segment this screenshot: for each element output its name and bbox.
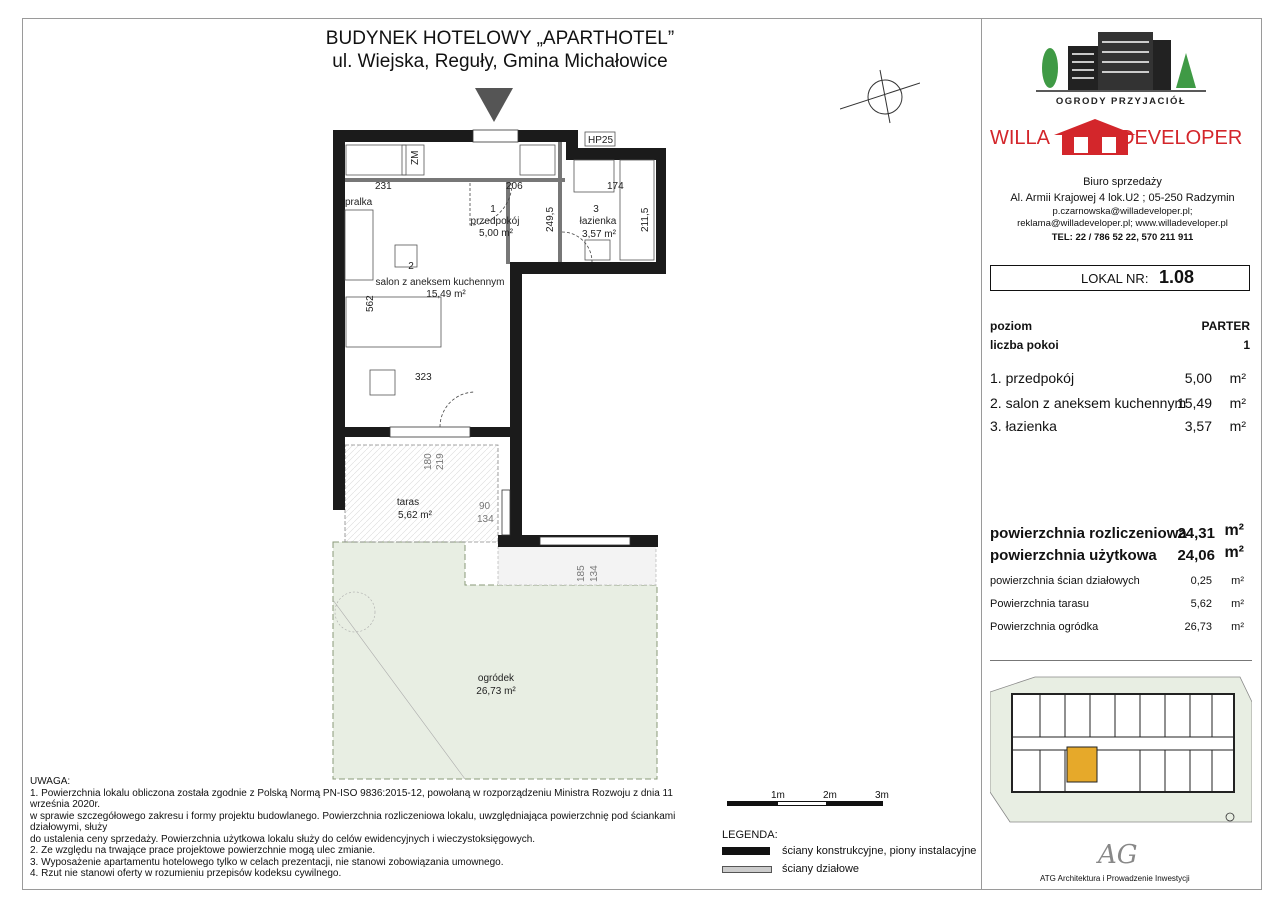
- info-value: 1: [1243, 338, 1250, 352]
- dim-134-a: 134: [477, 514, 494, 525]
- notes: [30, 776, 700, 880]
- willa-developer-logo: [990, 115, 1243, 160]
- label-pralka: pralka: [345, 197, 373, 208]
- extra-row: [990, 621, 1250, 633]
- svg-text:OGRODY PRZYJACIÓŁ: OGRODY PRZYJACIÓŁ: [1055, 96, 1187, 106]
- scale-2m: 2m: [823, 790, 837, 801]
- sales-heading: Biuro sprzedaży: [1083, 176, 1162, 188]
- info-key: poziom: [990, 319, 1032, 333]
- floor-plan: [300, 80, 680, 800]
- scale-1m: 1m: [771, 790, 785, 801]
- dim-562: 562: [365, 295, 376, 312]
- ogrodek-name: ogródek: [477, 673, 515, 684]
- dim-206: 206: [506, 181, 523, 192]
- room-name: 1. przedpokój: [990, 370, 1075, 386]
- total-unit: m²: [1224, 544, 1244, 561]
- separator: [990, 660, 1252, 661]
- partition-walls: [345, 142, 565, 264]
- label-hp25: HP25: [588, 135, 614, 146]
- room-row: [990, 395, 1250, 411]
- taras-name: taras: [396, 497, 420, 508]
- label-zm: ZM: [410, 150, 421, 165]
- sales-phone: TEL: 22 / 786 52 22, 570 211 911: [1051, 232, 1194, 243]
- key-plan: [990, 672, 1252, 832]
- note-line: 2. Ze względu na trwające prace projektowe powierzchnie mogą ulec zmianie.: [30, 845, 376, 856]
- room-area: 3,57: [1184, 418, 1212, 434]
- extra-unit: m²: [1231, 575, 1244, 587]
- room-unit: m²: [1229, 395, 1246, 411]
- dim-134-b: 134: [589, 565, 600, 582]
- note-line: do ustalenia ceny sprzedaży. Powierzchnia użytkowa lokalu służy do celów ewidencyjnych i wieczystoksięgowych.: [30, 833, 536, 845]
- room-area: 5,00: [1184, 370, 1212, 386]
- total-row: [990, 544, 1250, 564]
- sales-email-1: p.czarnowska@willadeveloper.pl;: [1052, 206, 1193, 217]
- room-name: 2. salon z aneksem kuchennym: [990, 395, 1187, 411]
- entrance-arrow: [475, 88, 513, 122]
- lokal-label: LOKAL NR:: [1081, 271, 1149, 286]
- info-row: [990, 338, 1250, 352]
- architect-logo: [1040, 840, 1210, 885]
- dim-231: 231: [375, 181, 392, 192]
- room-unit: m²: [1229, 370, 1246, 386]
- note-line: 3. Wyposażenie apartamentu hotelowego tylko w celach prezentacji, nie stanowi zobowiązania umownego.: [30, 856, 504, 868]
- structural-wall-swatch: [722, 847, 770, 855]
- extra-name: Powierzchnia tarasu: [990, 598, 1090, 610]
- scale-bar: [727, 790, 889, 807]
- scale-3m: 3m: [875, 790, 889, 801]
- legend-heading: LEGENDA:: [722, 829, 778, 841]
- total-name: powierzchnia użytkowa: [990, 547, 1157, 564]
- terrace-area: [345, 445, 498, 542]
- room-3-number: 3: [593, 204, 599, 215]
- extra-row: [990, 598, 1250, 610]
- north-arrow-icon: [840, 65, 920, 125]
- extra-area: 0,25: [1190, 575, 1212, 587]
- room-2-area: 15,49 m²: [426, 289, 466, 300]
- total-area: 24,31: [1177, 525, 1215, 542]
- info-value: PARTER: [1201, 319, 1250, 333]
- room-1-area: 5,00 m²: [479, 228, 513, 239]
- extra-row: [990, 575, 1250, 587]
- room-row: [990, 418, 1250, 434]
- room-1-name: przedpokój: [470, 216, 520, 227]
- dim-323: 323: [415, 372, 432, 383]
- architect-name: ATG Architektura i Prowadzenie Inwestycji: [1040, 874, 1190, 883]
- room-unit: m²: [1229, 418, 1246, 434]
- dim-249-5: 249,5: [545, 206, 556, 232]
- taras-area: 5,62 m²: [398, 510, 432, 521]
- room-2-number: 2: [408, 261, 414, 272]
- logo-willa: WILLA: [990, 127, 1051, 149]
- total-unit: m²: [1224, 522, 1244, 539]
- ogrodek-area: 26,73 m²: [476, 686, 516, 697]
- building-address: ul. Wiejska, Reguły, Gmina Michałowice: [332, 51, 668, 72]
- building-title: BUDYNEK HOTELOWY „APARTHOTEL”: [325, 28, 675, 49]
- dim-185: 185: [576, 565, 587, 582]
- room-row: [990, 370, 1250, 386]
- total-name: powierzchnia rozliczeniowa: [990, 525, 1187, 542]
- extra-name: powierzchnia ścian działowych: [990, 575, 1140, 587]
- dim-219: 219: [435, 453, 446, 470]
- note-line: 4. Rzut nie stanowi oferty w rozumieniu przepisów kodeksu cywilnego.: [30, 868, 342, 879]
- info-key: liczba pokoi: [990, 338, 1059, 352]
- room-3-area: 3,57 m²: [582, 229, 616, 240]
- dim-180: 180: [423, 453, 434, 470]
- legend-item-1: ściany konstrukcyjne, piony instalacyjne: [782, 845, 977, 857]
- partition-wall-swatch: [722, 866, 772, 873]
- info-row: [990, 319, 1250, 333]
- architect-mark: AG: [1098, 840, 1138, 870]
- extra-area: 26,73: [1184, 621, 1212, 633]
- lokal-number: 1.08: [1159, 267, 1195, 287]
- legend-item-2: ściany działowe: [782, 863, 860, 875]
- highlighted-unit: [1067, 747, 1097, 782]
- notes-heading: UWAGA:: [30, 776, 71, 787]
- note-line: 1. Powierzchnia lokalu obliczona została zgodnie z Polską Normą PN-ISO 9836:2015-12, powołaną w rozporządzeniu Ministra Rozwoju z dnia 11 września 2020r.: [30, 787, 673, 810]
- total-row: [990, 522, 1250, 542]
- dim-174: 174: [607, 181, 624, 192]
- extra-name: Powierzchnia ogródka: [990, 621, 1099, 633]
- extra-unit: m²: [1231, 621, 1244, 633]
- room-area: 15,49: [1176, 395, 1212, 411]
- extra-unit: m²: [1231, 598, 1244, 610]
- extra-area: 5,62: [1190, 598, 1212, 610]
- room-name: 3. łazienka: [990, 418, 1057, 434]
- sales-address: Al. Armii Krajowej 4 lok.U2 ; 05-250 Radzymin: [1010, 192, 1235, 204]
- room-2-name: salon z aneksem kuchennym: [375, 277, 505, 288]
- dim-211-5: 211,5: [640, 207, 651, 232]
- panel-divider: [981, 18, 982, 890]
- room-1-number: 1: [490, 204, 496, 215]
- total-area: 24,06: [1177, 547, 1215, 564]
- dim-90: 90: [479, 501, 491, 512]
- legend: [722, 829, 977, 875]
- ogrody-przyjaciol-logo: [1036, 28, 1206, 106]
- logo-developer: DEVELOPER: [1120, 127, 1243, 149]
- room-3-name: łazienka: [579, 216, 617, 227]
- lokal-box: [990, 265, 1250, 291]
- note-line: w sprawie szczegółowego zakresu i formy projektu budowlanego. Powierzchnia rozliczeniowa lokalu, uwzględniająca powierzchnię pod ściankami działowymi, służy: [30, 810, 676, 833]
- sales-email-2: reklama@willadeveloper.pl; www.willadeveloper.pl: [1017, 218, 1228, 229]
